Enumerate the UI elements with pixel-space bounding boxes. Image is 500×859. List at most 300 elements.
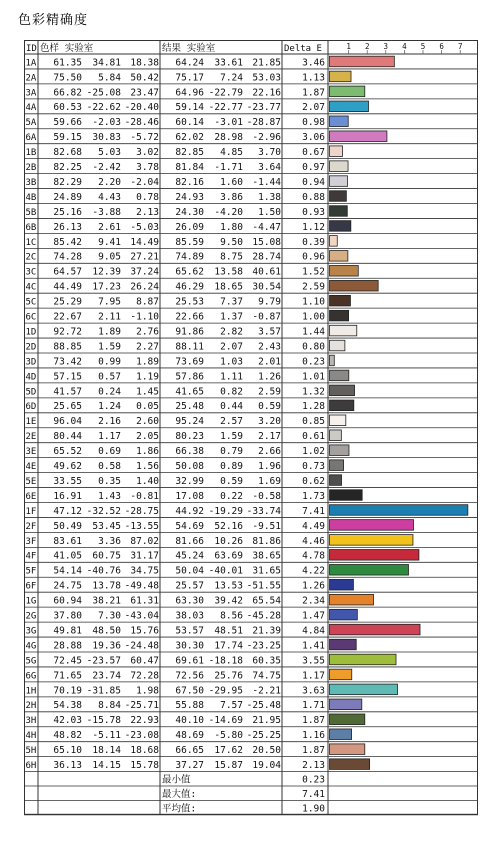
result-lab-value: 2.07 xyxy=(220,341,243,353)
result-lab-value: -4.20 xyxy=(214,206,243,218)
row-id: 4D xyxy=(25,372,37,383)
result-lab-value: 1.60 xyxy=(220,176,243,188)
target-lab-value: 61.35 xyxy=(53,57,82,69)
result-lab-value: -23.77 xyxy=(246,102,281,114)
delta-e-value: 1.26 xyxy=(302,580,325,592)
result-lab-value: 28.98 xyxy=(214,132,243,144)
target-lab-value: 2.13 xyxy=(136,206,159,218)
target-lab-value: 14.15 xyxy=(92,760,121,771)
result-lab-value: -18.18 xyxy=(208,655,243,667)
delta-e-bar xyxy=(330,565,409,576)
result-lab-value: 73.69 xyxy=(175,356,204,368)
delta-e-value: 2.34 xyxy=(302,595,325,607)
delta-e-value: 2.59 xyxy=(302,281,325,293)
row-id: 3C xyxy=(25,267,37,278)
row-id: 3D xyxy=(25,357,37,368)
result-lab-value: 10.26 xyxy=(214,535,243,547)
target-lab-value: -13.55 xyxy=(124,520,159,532)
result-lab-value: 21.95 xyxy=(252,715,281,727)
result-lab-value: 32.99 xyxy=(175,475,204,487)
row-id: 3H xyxy=(25,716,37,727)
delta-e-value: 7.41 xyxy=(302,505,325,517)
result-lab-value: 4.85 xyxy=(220,147,243,159)
delta-e-value: 2.07 xyxy=(302,102,325,114)
axis-tick-label: 5 xyxy=(420,42,426,51)
row-id: 1D xyxy=(25,327,37,338)
result-lab-value: 1.03 xyxy=(220,356,243,368)
target-lab-value: 38.21 xyxy=(92,595,121,607)
delta-e-value: 4.84 xyxy=(302,625,325,637)
result-lab-value: 85.59 xyxy=(175,236,204,248)
target-lab-value: 13.78 xyxy=(92,580,121,592)
target-lab-value: 96.04 xyxy=(53,416,82,428)
page-title: 色彩精确度 xyxy=(18,13,89,28)
target-lab-value: -2.04 xyxy=(130,176,159,188)
result-lab-value: -23.25 xyxy=(246,640,281,652)
result-lab-value: 1.69 xyxy=(258,475,281,487)
row-id: 6B xyxy=(25,222,37,233)
result-lab-value: 72.56 xyxy=(175,670,204,682)
delta-e-bar xyxy=(330,520,414,531)
result-lab-value: -51.55 xyxy=(246,580,281,592)
result-lab-value: 0.59 xyxy=(258,401,281,413)
target-lab-value: 74.28 xyxy=(53,251,82,263)
result-lab-value: 55.88 xyxy=(175,700,204,712)
delta-e-bar xyxy=(330,176,348,187)
target-lab-value: 50.42 xyxy=(130,72,159,84)
result-lab-value: 74.75 xyxy=(252,670,281,682)
result-lab-value: 2.17 xyxy=(258,431,281,443)
result-lab-value: 91.86 xyxy=(175,326,204,338)
target-lab-value: 22.67 xyxy=(53,311,82,323)
target-lab-value: 44.49 xyxy=(53,281,82,293)
target-lab-value: 54.14 xyxy=(53,565,82,577)
delta-e-bar xyxy=(330,221,351,232)
result-lab-value: 3.86 xyxy=(220,191,243,203)
delta-e-value: 4.46 xyxy=(302,535,325,547)
result-lab-value: 22.16 xyxy=(252,87,281,99)
result-lab-value: 20.50 xyxy=(252,745,281,757)
result-lab-value: 31.65 xyxy=(252,565,281,577)
row-id: 4C xyxy=(25,282,37,293)
target-lab-value: 8.87 xyxy=(136,296,159,308)
delta-e-value: 0.94 xyxy=(302,176,325,188)
target-lab-value: 34.75 xyxy=(130,565,159,577)
target-lab-value: -2.42 xyxy=(92,162,121,173)
target-lab-value: -5.03 xyxy=(130,221,159,233)
delta-e-value: 1.71 xyxy=(302,700,325,712)
result-lab-value: -2.96 xyxy=(252,132,281,144)
delta-e-bar xyxy=(330,684,398,695)
target-lab-value: -40.76 xyxy=(86,565,121,577)
target-lab-value: 5.03 xyxy=(98,147,121,159)
row-id: 6C xyxy=(25,312,37,323)
row-id: 5G xyxy=(25,656,37,667)
delta-e-bar xyxy=(330,56,395,67)
target-lab-value: -3.88 xyxy=(92,206,121,218)
target-lab-value: 5.84 xyxy=(98,72,121,84)
result-lab-value: -5.80 xyxy=(214,730,243,742)
result-lab-value: 37.27 xyxy=(175,760,204,771)
target-lab-value: 9.41 xyxy=(98,236,121,248)
target-lab-value: 3.02 xyxy=(136,147,159,159)
delta-e-bar xyxy=(330,400,354,411)
summary-label: 平均值: xyxy=(162,803,197,815)
target-lab-value: 23.74 xyxy=(92,670,121,682)
target-lab-value: 82.29 xyxy=(53,176,82,188)
result-lab-value: 82.16 xyxy=(175,176,204,188)
row-id: 6D xyxy=(25,402,37,413)
target-lab-value: 15.78 xyxy=(130,760,159,771)
target-lab-value: -20.40 xyxy=(124,102,159,114)
delta-e-bar xyxy=(330,669,352,680)
result-lab-value: -28.87 xyxy=(246,117,281,129)
target-lab-value: 2.27 xyxy=(136,341,159,353)
result-lab-value: 2.82 xyxy=(220,326,243,338)
result-lab-value: 48.69 xyxy=(175,730,204,742)
delta-e-bar xyxy=(330,699,362,710)
delta-e-value: 0.80 xyxy=(302,341,325,353)
delta-e-value: 4.49 xyxy=(302,520,325,532)
result-lab-value: -0.58 xyxy=(252,490,281,502)
delta-e-bar xyxy=(330,654,397,665)
row-id: 5H xyxy=(25,746,37,757)
target-lab-value: 72.45 xyxy=(53,655,82,667)
target-lab-value: 27.21 xyxy=(130,251,159,263)
row-id: 4F xyxy=(25,551,37,562)
result-lab-value: 9.50 xyxy=(220,236,243,248)
delta-e-bar xyxy=(330,609,358,620)
target-lab-value: 66.82 xyxy=(53,87,82,99)
delta-e-value: 1.02 xyxy=(302,446,325,458)
delta-e-value: 0.39 xyxy=(302,236,325,248)
result-lab-value: -2.21 xyxy=(252,685,281,697)
target-lab-value: -2.03 xyxy=(92,117,121,129)
target-lab-value: 7.30 xyxy=(98,610,121,622)
result-lab-value: 30.30 xyxy=(175,640,204,652)
axis-tick-label: 6 xyxy=(439,42,444,51)
delta-e-bar xyxy=(330,131,387,142)
result-lab-value: 13.53 xyxy=(214,580,243,592)
result-lab-value: 38.03 xyxy=(175,610,204,622)
result-lab-value: 66.38 xyxy=(175,446,204,458)
target-lab-value: 17.23 xyxy=(92,281,121,293)
row-id: 3A xyxy=(25,88,37,99)
result-lab-value: 0.59 xyxy=(220,475,243,487)
result-lab-value: 7.37 xyxy=(220,296,243,308)
row-id: 1C xyxy=(25,237,37,248)
delta-e-bar xyxy=(330,116,349,127)
result-lab-value: 25.76 xyxy=(214,670,243,682)
target-lab-value: -25.71 xyxy=(124,700,159,712)
result-lab-value: -45.28 xyxy=(246,610,281,622)
target-lab-value: 88.85 xyxy=(53,341,82,353)
target-lab-value: 72.28 xyxy=(130,670,159,682)
result-lab-value: 0.44 xyxy=(220,401,243,413)
row-id: 2D xyxy=(25,342,37,353)
result-lab-value: 2.57 xyxy=(220,416,243,428)
summary-value: 7.41 xyxy=(302,789,325,800)
result-lab-value: 26.09 xyxy=(175,221,204,233)
summary-label: 最小值 xyxy=(162,774,191,786)
row-id: 2C xyxy=(25,252,37,263)
target-lab-value: 18.14 xyxy=(92,745,121,757)
result-lab-value: -1.71 xyxy=(214,162,243,173)
delta-e-bar xyxy=(330,266,359,277)
result-lab-value: 95.24 xyxy=(175,416,204,428)
target-lab-value: 18.38 xyxy=(130,57,159,69)
row-id: 3G xyxy=(25,626,37,637)
result-lab-value: 65.62 xyxy=(175,266,204,278)
result-lab-value: -25.25 xyxy=(246,730,281,742)
target-lab-value: 7.95 xyxy=(98,296,121,308)
row-id: 2H xyxy=(25,701,37,712)
result-lab-value: -0.87 xyxy=(252,311,281,323)
result-lab-value: 25.53 xyxy=(175,296,204,308)
row-id: 3F xyxy=(25,536,37,547)
result-lab-value: 1.50 xyxy=(258,206,281,218)
row-id: 6F xyxy=(25,581,37,592)
result-lab-value: 64.24 xyxy=(175,57,204,69)
target-lab-value: 0.05 xyxy=(136,401,159,413)
result-lab-value: 18.65 xyxy=(214,281,243,293)
delta-e-bar xyxy=(330,594,374,605)
delta-e-value: 3.46 xyxy=(302,57,325,69)
result-lab-value: 81.84 xyxy=(175,162,204,173)
target-lab-value: 50.49 xyxy=(53,520,82,532)
result-lab-value: 2.01 xyxy=(258,356,281,368)
result-lab-value: 22.66 xyxy=(175,311,204,323)
result-lab-value: -14.69 xyxy=(208,715,243,727)
result-lab-value: 81.86 xyxy=(252,535,281,547)
target-lab-value: 9.05 xyxy=(98,251,121,263)
target-lab-value: 2.11 xyxy=(98,311,121,323)
result-lab-value: 80.23 xyxy=(175,431,204,443)
delta-e-value: 0.93 xyxy=(302,206,325,218)
target-lab-value: -1.10 xyxy=(130,311,159,323)
row-id: 4H xyxy=(25,731,37,742)
result-lab-value: 3.64 xyxy=(258,162,281,173)
delta-e-value: 1.52 xyxy=(302,266,325,278)
delta-e-value: 0.73 xyxy=(302,461,325,472)
result-lab-value: 74.89 xyxy=(175,251,204,263)
delta-e-value: 1.32 xyxy=(302,386,325,398)
result-lab-value: 25.57 xyxy=(175,580,204,592)
color-accuracy-table xyxy=(24,40,478,840)
header-id: ID xyxy=(26,44,37,54)
target-lab-value: 1.17 xyxy=(98,431,121,443)
result-lab-value: 44.92 xyxy=(175,505,204,517)
target-lab-value: 18.68 xyxy=(130,745,159,757)
result-lab-value: 0.79 xyxy=(220,446,243,458)
target-lab-value: 1.43 xyxy=(98,490,121,502)
result-lab-value: 8.75 xyxy=(220,251,243,263)
target-lab-value: 61.31 xyxy=(130,595,159,607)
target-lab-value: 36.13 xyxy=(53,760,82,771)
target-lab-value: 70.19 xyxy=(53,685,82,697)
target-lab-value: 42.03 xyxy=(53,715,82,727)
row-id: 2E xyxy=(25,432,37,443)
result-lab-value: 45.24 xyxy=(175,550,204,562)
result-lab-value: 15.87 xyxy=(214,760,243,771)
delta-e-bar xyxy=(330,310,349,321)
result-lab-value: 21.85 xyxy=(252,57,281,69)
target-lab-value: 37.80 xyxy=(53,610,82,622)
result-lab-value: 0.22 xyxy=(220,490,243,502)
delta-e-bar xyxy=(330,251,348,262)
result-lab-value: -22.79 xyxy=(208,87,243,99)
result-lab-value: 38.65 xyxy=(252,550,281,562)
target-lab-value: -22.62 xyxy=(86,102,121,114)
axis-tick-label: 7 xyxy=(457,42,463,51)
row-id: 3B xyxy=(25,177,37,188)
axis-tick-label: 2 xyxy=(364,42,370,51)
row-id: 2B xyxy=(25,163,37,173)
delta-e-bar xyxy=(330,460,344,471)
target-lab-value: -5.11 xyxy=(92,730,121,742)
result-lab-value: 41.65 xyxy=(175,386,204,398)
delta-e-value: 0.85 xyxy=(302,416,325,428)
delta-e-bar xyxy=(330,759,370,770)
delta-e-bar xyxy=(330,101,369,112)
result-lab-value: 63.30 xyxy=(175,595,204,607)
target-lab-value: 0.35 xyxy=(98,475,121,487)
target-lab-value: 87.02 xyxy=(130,535,159,547)
result-lab-value: 7.57 xyxy=(220,700,243,712)
target-lab-value: -28.46 xyxy=(124,117,159,129)
axis-tick-label: 1 xyxy=(346,42,351,51)
result-lab-value: 33.61 xyxy=(214,57,243,69)
result-lab-value: 52.16 xyxy=(214,520,243,532)
delta-e-value: 0.88 xyxy=(302,191,325,203)
result-lab-value: 2.43 xyxy=(258,341,281,353)
delta-e-bar xyxy=(330,505,468,516)
target-lab-value: 3.78 xyxy=(136,162,159,173)
result-lab-value: 3.70 xyxy=(258,147,281,159)
target-lab-value: 1.45 xyxy=(136,386,159,398)
result-lab-value: -33.74 xyxy=(246,505,281,517)
header-result: 结果 实验室 xyxy=(162,43,216,54)
target-lab-value: 0.78 xyxy=(136,191,159,203)
target-lab-value: 2.05 xyxy=(136,431,159,443)
target-lab-value: 57.15 xyxy=(53,371,82,383)
target-lab-value: 26.13 xyxy=(53,221,82,233)
result-lab-value: 53.03 xyxy=(252,72,281,84)
summary-value: 0.23 xyxy=(302,774,325,786)
result-lab-value: 65.54 xyxy=(252,595,281,607)
target-lab-value: 53.45 xyxy=(92,520,121,532)
row-id: 6G xyxy=(25,671,37,682)
target-lab-value: 1.89 xyxy=(98,326,121,338)
target-lab-value: 37.24 xyxy=(130,266,159,278)
target-lab-value: -25.08 xyxy=(86,87,121,99)
target-lab-value: 82.68 xyxy=(53,147,82,159)
target-lab-value: 1.56 xyxy=(136,461,159,472)
delta-e-bar xyxy=(330,445,349,456)
delta-e-value: 3.55 xyxy=(302,655,325,667)
target-lab-value: 1.98 xyxy=(136,685,159,697)
result-lab-value: 2.66 xyxy=(258,446,281,458)
row-id: 1G xyxy=(25,596,37,607)
result-lab-value: -40.01 xyxy=(208,565,243,577)
result-lab-value: 0.82 xyxy=(220,386,243,398)
row-id: 5A xyxy=(25,118,37,129)
target-lab-value: 73.42 xyxy=(53,356,82,368)
delta-e-value: 1.13 xyxy=(302,72,325,84)
target-lab-value: -24.48 xyxy=(124,640,159,652)
result-lab-value: 75.17 xyxy=(175,72,204,84)
result-lab-value: -22.77 xyxy=(208,102,243,114)
delta-e-bar xyxy=(330,579,354,590)
delta-e-value: 0.61 xyxy=(302,431,325,443)
header-delta: Delta E xyxy=(284,44,322,54)
target-lab-value: 31.17 xyxy=(130,550,159,562)
delta-e-bar xyxy=(330,146,343,157)
target-lab-value: 2.76 xyxy=(136,326,159,338)
delta-e-value: 0.23 xyxy=(302,356,325,368)
target-lab-value: -28.75 xyxy=(124,505,159,517)
result-lab-value: -9.51 xyxy=(252,520,281,532)
target-lab-value: 23.47 xyxy=(130,87,159,99)
target-lab-value: -49.48 xyxy=(124,580,159,592)
delta-e-value: 1.28 xyxy=(302,401,325,413)
target-lab-value: 64.57 xyxy=(53,266,82,278)
target-lab-value: 1.59 xyxy=(98,341,121,353)
result-lab-value: 1.37 xyxy=(220,311,243,323)
row-id: 6A xyxy=(25,133,37,144)
row-id: 4B xyxy=(25,192,37,203)
result-lab-value: 40.61 xyxy=(252,266,281,278)
row-id: 1F xyxy=(25,506,37,517)
delta-e-value: 1.41 xyxy=(302,640,325,652)
target-lab-value: -15.78 xyxy=(86,715,121,727)
row-id: 2G xyxy=(25,611,37,622)
row-id: 1A xyxy=(25,58,37,69)
delta-e-bar xyxy=(330,729,352,740)
target-lab-value: 25.29 xyxy=(53,296,82,308)
target-lab-value: 22.93 xyxy=(130,715,159,727)
target-lab-value: 49.81 xyxy=(53,625,82,637)
target-lab-value: 12.39 xyxy=(92,266,121,278)
delta-e-value: 4.78 xyxy=(302,550,325,562)
target-lab-value: 92.72 xyxy=(53,326,82,338)
summary-label: 最大值: xyxy=(162,789,197,800)
delta-e-bar xyxy=(330,385,355,396)
row-id: 4A xyxy=(25,103,37,114)
target-lab-value: 33.55 xyxy=(53,475,82,487)
target-lab-value: 0.99 xyxy=(98,356,121,368)
target-lab-value: 4.43 xyxy=(98,191,121,203)
axis-tick-label: 3 xyxy=(383,42,389,51)
target-lab-value: 1.24 xyxy=(98,401,121,413)
target-lab-value: -5.72 xyxy=(130,132,159,144)
result-lab-value: 1.11 xyxy=(220,371,243,383)
delta-e-value: 1.16 xyxy=(302,730,325,742)
result-lab-value: 17.74 xyxy=(214,640,243,652)
target-lab-value: 2.20 xyxy=(98,176,121,188)
target-lab-value: 2.16 xyxy=(98,416,121,428)
result-lab-value: 60.14 xyxy=(175,117,204,129)
target-lab-value: 2.61 xyxy=(98,221,121,233)
target-lab-value: 8.84 xyxy=(98,700,121,712)
target-lab-value: 48.50 xyxy=(92,625,121,637)
row-id: 1H xyxy=(25,686,37,697)
delta-e-bar xyxy=(330,535,413,546)
result-lab-value: 59.14 xyxy=(175,102,204,114)
delta-e-value: 1.73 xyxy=(302,490,325,502)
target-lab-value: 19.36 xyxy=(92,640,121,652)
delta-e-value: 1.10 xyxy=(302,296,325,308)
